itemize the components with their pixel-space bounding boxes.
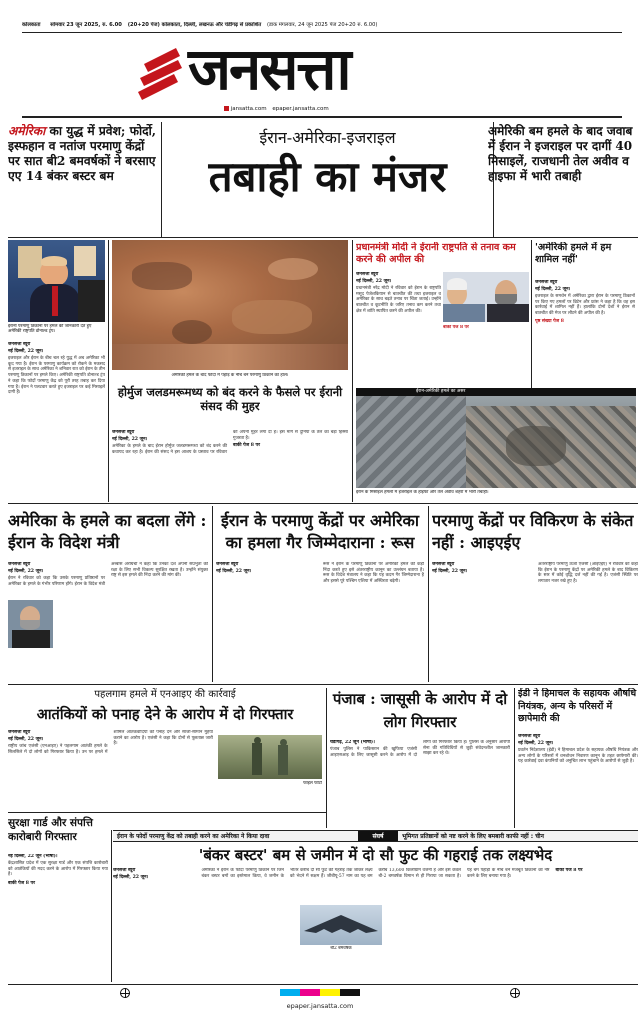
russia-byline: जनसत्ता ब्यूरो [216, 562, 239, 567]
modi-story-col1[interactable] [356, 272, 441, 384]
trump-story[interactable] [8, 342, 105, 497]
haifa-photo-label: ईरान-अमेरिकी हमले का असर [356, 388, 636, 396]
ed-body: प्रवर्तन निदेशालय (ईडी) ने हिमाचल प्रदेश के सहायक औषधि नियंत्रक और अन्य लोगों के परिसरों में धनशोधन निवारण कानून के तहत छापेमारी की। यह कार्रवाई दवा कंपनियों को अनुचित लाभ पहुंचाने के आरोपों से जुड़ी है। [518, 747, 638, 765]
punjab-date: चंडीगढ़, 22 जून (भाषा)। [330, 740, 375, 745]
left-lead-headline: का युद्ध में प्रवेश; फोर्दो, इस्फहान व नतांज परमाणु केंद्रों पर सात बी2 बमवर्षकों ने बरसाए एए 14 बंकर बस्टर बम [8, 124, 157, 184]
postal-date: (डाक मंगलवार, 24 जून 2025 [267, 22, 328, 28]
hormuz-story[interactable] [112, 430, 348, 500]
haifa-photo [356, 396, 636, 488]
security-jump[interactable]: बाकी पेज 8 पर [8, 881, 36, 887]
issue-pages: (20+20 पेज) कोलकाता, दिल्ली, लखनऊ और चंडीगढ़ से प्रकाशित [127, 22, 262, 28]
security-date: नई दिल्ली, 22 जून (भाषा)। [8, 854, 58, 859]
breaking-strip [113, 830, 638, 842]
modi-story-col2[interactable] [443, 325, 529, 383]
epaper-link[interactable]: epaper.jansatta.com [272, 106, 329, 112]
left-lead-keyword: अमेरिका [8, 124, 46, 138]
iaea-story[interactable] [432, 562, 638, 680]
b2-bomber-photo [300, 905, 382, 945]
russia-story[interactable] [216, 562, 424, 680]
ed-story[interactable] [518, 734, 638, 828]
bunker-jump[interactable]: बाकी पेज 8 पर [555, 868, 583, 873]
ed-headline[interactable]: ईडी ने हिमाचल के सहायक औषधि नियंत्रक, अन्य के परिसरों में छापेमारी की [518, 688, 637, 725]
iaea-body: अंतरराष्ट्रीय परमाणु ऊर्जा एजंसी (आइएईए) ने रविवार को कहा कि ईरान के परमाणु केंद्रों पर अमेरिकी हमले के बाद विकिरण के स्तर में कोई वृद्धि दर्ज नहीं की गई है। एजंसी स्थिति पर लगातार नजर रखे हुए है। [538, 562, 638, 585]
nia-story[interactable] [8, 730, 213, 810]
iaea-headline[interactable]: परमाणु केंद्रों पर विकिरण के संकेत नहीं : आइएईए [432, 511, 634, 553]
security-story[interactable] [8, 854, 108, 974]
nia-date: नई दिल्ली, 22 जून। [8, 736, 44, 742]
modi-date: नई दिल्ली, 22 जून। [356, 278, 392, 284]
iaea-date: नई दिल्ली, 22 जून। [432, 568, 468, 574]
us-jump[interactable]: पृष्ठ संख्या पेज 8 [535, 318, 564, 324]
modi-jump[interactable]: बाकी पेज 8 पर [443, 325, 469, 330]
color-bar [280, 989, 360, 996]
nia-kicker: पहलगाम हमले में एनआइए की कार्रवाई [94, 689, 236, 700]
b2-caption: बी2 बमवर्षक [330, 946, 352, 951]
nia-byline: जनसत्ता ब्यूरो [8, 730, 31, 735]
registration-mark-right [510, 988, 520, 998]
modi-body: प्रधानमंत्री नरेंद्र मोदी ने रविवार को ईरान के राष्ट्रपति मसूद पेजेशकियान से बातचीत की तथा इजराइल व अमेरिका के साथ बढ़ते तनाव पर चिंता जताई। उन्होंने बातचीत व कूटनीति के जरिए तनाव कम करने तथा क्षेत्र में शांति स्थापित करने की अपील की। [356, 285, 441, 314]
iran-fm-photo [8, 600, 53, 648]
issue-date: सोमवार 23 जून 2025, [50, 22, 101, 28]
nia-photo [218, 735, 322, 779]
nia-headline[interactable]: आतंकियों को पनाह देने के आरोप में दो गिरफ्तार [36, 706, 294, 723]
satellite-photo [112, 240, 348, 370]
lead-kicker: ईरान-अमेरिका-इजराइल [259, 128, 396, 147]
nia-body: राष्ट्रीय जांच एजंसी (एनआइए) ने पहलगाम आतंकी हमले के सिलसिले में दो लोगों को गिरफ्तार किया है। उन पर हमले में शामिल आतंकवादियों को पनाह देने और साजो-सामान मुहैया कराने का आरोप है। एजंसी ने कहा कि दोनों से पूछताछ जारी है। [8, 730, 213, 755]
security-body: केंद्रशासित प्रदेश में एक सुरक्षा गार्ड और एक संपत्ति कारोबारी को आतंकियों की मदद करने के आरोप में गिरफ्तार किया गया है। [8, 860, 108, 878]
haifa-caption: ईरान के मिसाइल हमलों में इजराइल के हाइफा और तेल अवीव शहरों में भारी तबाही। [356, 490, 489, 495]
modi-pezeshkian-photo [443, 272, 529, 322]
strip-center: संघर्ष [358, 831, 398, 842]
lead-headline[interactable]: तबाही का मंजर [208, 152, 447, 201]
satellite-caption: अमेरिकी हमले के बाद फोर्दो में पहाड़ के नीचे बने परमाणु ठिकाने का हाल। [171, 373, 289, 378]
trump-photo [8, 240, 105, 322]
hormuz-byline: जनसत्ता ब्यूरो [112, 430, 135, 435]
security-headline[interactable]: सुरक्षा गार्ड और संपत्ति कारोबारी गिरफ्तार [8, 817, 93, 844]
hormuz-date: नई दिल्ली, 22 जून। [112, 436, 148, 442]
punjab-story[interactable] [330, 740, 510, 828]
nia-caption: फाइल फोटो [303, 781, 322, 786]
masthead-dateline-bar [22, 22, 622, 31]
strip-right[interactable]: भूमिगत प्रतिष्ठानों को नष्ट करने के लिए बमबारी काफी नहीं : चीन [402, 833, 544, 840]
footer-url[interactable]: epaper.jansatta.com [286, 1002, 354, 1010]
b2-bomber-icon [300, 905, 382, 945]
iran-fm-byline: जनसत्ता ब्यूरो [8, 562, 31, 567]
logo-swoosh-icon [136, 44, 196, 100]
iran-fm-date: नई दिल्ली, 22 जून। [8, 568, 44, 574]
trump-body: इजराइल और ईरान के बीच चल रहे युद्ध में अब अमेरिका भी कूद गया है। ईरान के परमाणु कार्यक्रम को रोकने के मकसद से इजराइल के साथ अमेरिका ने शनिवार रात को ईरान के तीन परमाणु ठिकानों पर हमले किए। अमेरिकी राष्ट्रपति डोनाल्ड ट्रंप ने कहा कि फोर्दो परमाणु केंद्र को पूरी तरह तबाह कर दिया गया है। ईरान ने पलटवार करते हुए इजराइल पर कई मिसाइलें दागी हैं। [8, 355, 105, 396]
website-link[interactable]: jansatta.com [230, 106, 267, 112]
hormuz-headline[interactable]: होर्मुज जलडमरूमध्य को बंद करने के फैसले पर ईरानी संसद की मुहर [117, 385, 343, 414]
iran-fm-headline[interactable]: अमेरिका के हमले का बदला लेंगे : ईरान के विदेश मंत्री [8, 511, 207, 553]
right-lead-story[interactable]: अमेरिकी बम हमले के बाद जवाब में ईरान ने इजराइल पर दागीं 40 मिसाइलें, राजधानी तेल अवीव व हाइफा में भारी तबाही [488, 124, 633, 183]
trump-byline: जनसत्ता ब्यूरो [8, 342, 31, 347]
issue-price: रु. 6.00 [102, 22, 122, 28]
hormuz-body: अमेरिका के हमले के बाद ईरान होर्मुज जलडमरूमध्य को बंद करने की कवायद कर रहा है। ईरान की संसद ने इस आशय के प्रस्ताव पर रविवार को अपनी मुहर लगा दी है। इस मार्ग से दुनिया के तेल का बड़ा हिस्सा गुजरता है। [112, 430, 348, 455]
trump-caption: ईरानी परमाणु ठिकानों पर हमले की जानकारी देते हुए अमेरिकी राष्ट्रपति डोनाल्ड ट्रंप। [8, 324, 92, 335]
web-links [224, 106, 329, 113]
ed-date: नई दिल्ली, 22 जून। [518, 740, 554, 746]
bunker-date: नई दिल्ली, 22 जून। [113, 874, 149, 880]
russia-headline[interactable]: ईरान के परमाणु केंद्रों पर अमेरिका का हमला गैर जिम्मेदाराना : रूस [221, 511, 419, 553]
modi-byline: जनसत्ता ब्यूरो [356, 272, 379, 277]
strip-left[interactable]: ईरान के फोर्दो परमाणु केंद्र को तबाही करने का अमेरिका ने किया दावा [117, 833, 270, 840]
russia-date: नई दिल्ली, 22 जून। [216, 568, 252, 574]
bunker-headline[interactable]: 'बंकर बस्टर' बम से जमीन में दो सौ फुट की गहराई तक लक्ष्यभेद [198, 846, 553, 864]
iaea-byline: जनसत्ता ब्यूरो [432, 562, 455, 567]
us-body: इजराइल के समर्थन में अमेरिका द्वारा ईरान के परमाणु ठिकानों पर किए गए हमलों पर ब्रिटेन और फ्रांस ने कहा है कि वह इस कार्रवाई में शामिल नहीं हैं। हालांकि दोनों देशों ने ईरान से बातचीत की मेज पर लौटने की अपील की है। [535, 293, 635, 317]
ed-byline: जनसत्ता ब्यूरो [518, 734, 541, 739]
trump-date: नई दिल्ली, 22 जून। [8, 348, 44, 354]
modi-headline[interactable]: प्रधानमंत्री मोदी ने ईरानी राष्ट्रपति से तनाव कम करने की अपील की [356, 242, 516, 266]
us-not-involved-headline[interactable]: 'अमेरिकी हमले में हम शामिल नहीं' [535, 242, 612, 266]
left-lead-story[interactable] [8, 124, 158, 236]
us-byline: जनसत्ता ब्यूरो [535, 280, 558, 285]
bunker-body: अमेरिका ने ईरान के फोर्दो परमाणु ठिकाने पर जिन बंकर बस्टर बमों का इस्तेमाल किया, वे जमीन के भीतर करीब दो सौ फुट की गहराई तक जाकर लक्ष्य को भेदने में सक्षम हैं। जीबीयू-57 नाम का यह बम करीब 13,600 किलोग्राम वजनी है और इसे केवल बी-2 बमवर्षक विमान से ही गिराया जा सकता है। यह बम पहाड़ों के नीचे बने मजबूत ठिकानों को नष्ट करने के लिए बनाया गया है। [201, 868, 550, 879]
bunker-byline: जनसत्ता ब्यूरो [113, 868, 136, 873]
hormuz-jump[interactable]: बाकी पेज 8 पर [233, 443, 261, 449]
iran-fm-body: ईरान ने रविवार को कहा कि उसके परमाणु प्रतिष्ठानों पर अमेरिका के हमले के गंभीर परिणाम होंगे। ईरान के विदेश मंत्री अब्बास अराघची ने कहा कि उनका देश अपनी संप्रभुता की रक्षा के लिए सभी विकल्प सुरक्षित रखता है। उन्होंने संयुक्त राष्ट्र से इस हमले की निंदा करने की मांग की। [8, 562, 208, 587]
us-date: नई दिल्ली, 22 जून। [535, 286, 571, 292]
edition-label: कोलकाता [22, 22, 41, 28]
russia-body: रूस ने ईरान के परमाणु ठिकानों पर अमेरिकी हमले की कड़ी निंदा करते हुए इसे अंतरराष्ट्रीय कानून का उल्लंघन बताया है। रूस के विदेश मंत्रालय ने कहा कि यह कदम गैर जिम्मेदाराना है और इससे पूरे पश्चिम एशिया में अस्थिरता बढ़ेगी। [323, 562, 424, 585]
postal-pages: पेज 20+20 [329, 22, 356, 28]
postal-price: रु. 6.00) [357, 22, 378, 28]
punjab-headline[interactable]: पंजाब : जासूसी के आरोप में दो लोग गिरफ्तार [332, 690, 508, 731]
web-icon [224, 106, 229, 111]
punjab-body: पंजाब पुलिस ने पाकिस्तान की खुफिया एजंसी आइएसआइ के लिए जासूसी करने के आरोप में दो लोगों को गिरफ्तार किया है। पुलिस के अनुसार आरोपी सेना की गतिविधियों से जुड़ी संवेदनशील जानकारी साझा कर रहे थे। [330, 740, 510, 758]
registration-mark-left [120, 988, 130, 998]
masthead-logo[interactable]: जनसत्ता [188, 35, 350, 103]
us-not-involved-story[interactable] [535, 280, 635, 386]
